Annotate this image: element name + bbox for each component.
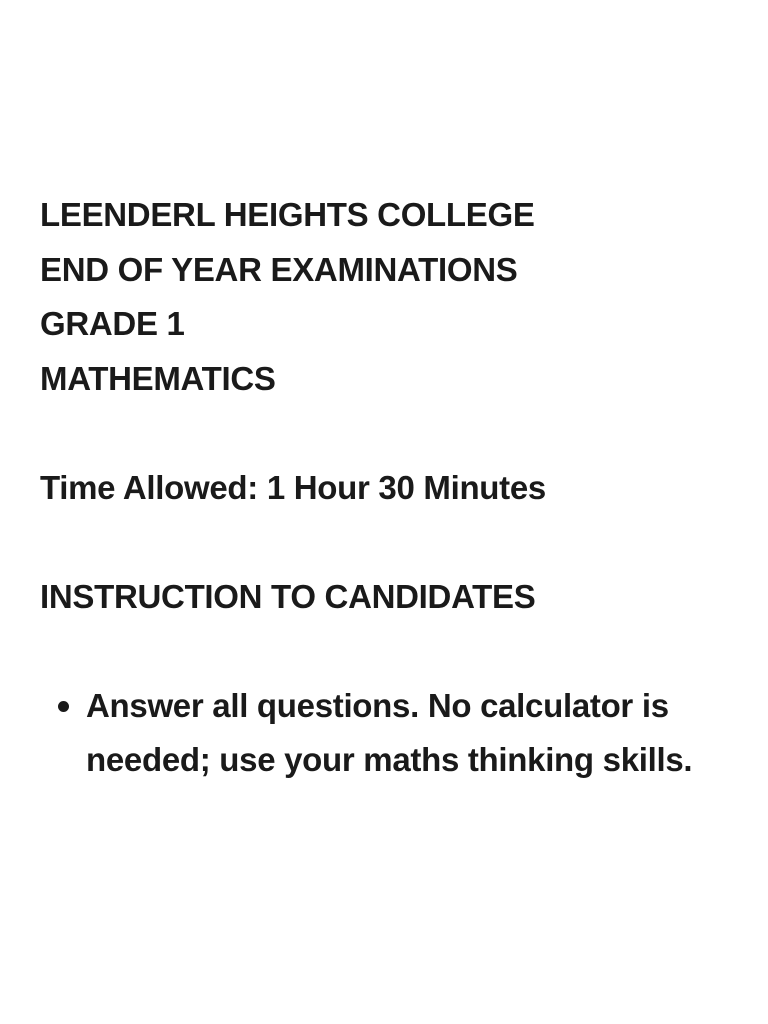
subject-label: MATHEMATICS: [40, 359, 276, 397]
spacer: [40, 515, 740, 570]
time-allowed: Time Allowed: 1 Hour 30 Minutes: [40, 468, 546, 506]
bullet-icon: [58, 701, 69, 712]
spacer: [40, 624, 740, 679]
instruction-text: Answer all questions. No calculator is needed; use your maths thinking skills.: [86, 686, 693, 778]
spacer: [40, 406, 740, 461]
grade-label: GRADE 1: [40, 305, 185, 342]
instructions-list: [40, 679, 740, 788]
exam-title: END OF YEAR EXAMINATIONS: [40, 250, 518, 288]
school-name: LEENDERL HEIGHTS COLLEGE: [40, 196, 535, 233]
list-item: [40, 679, 706, 788]
exam-cover-page: [40, 188, 740, 788]
instructions-heading: INSTRUCTION TO CANDIDATES: [40, 577, 536, 615]
